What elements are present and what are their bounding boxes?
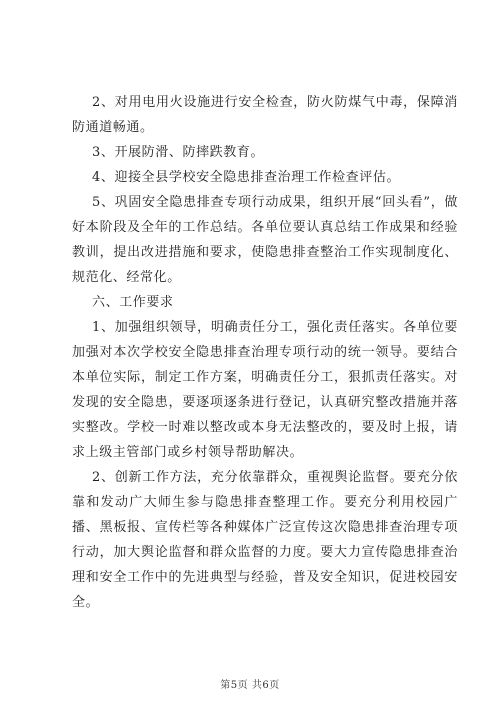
page-number-footer: 第5页 共6页 — [220, 680, 280, 691]
section-heading-work-requirements: 六、工作要求 — [92, 295, 174, 310]
paragraph-item-5: 5、巩固安全隐患排查专项行动成果，组织开展“回头看”，做好本阶段及全年的工作总结。各单位要认真总结工作成果和经验教训，提出改进措施和要求，使隐患排查整治工作实现制度化、规范化、经常化。 — [72, 195, 458, 285]
paragraph-item-4: 4、迎接全县学校安全隐患排查治理工作检查评估。 — [92, 170, 401, 185]
paragraph-requirement-1: 1、加强组织领导，明确责任分工，强化责任落实。各单位要加强对本次学校安全隐患排查治理专项行动的统一领导。要结合本单位实际，制定工作方案，明确责任分工，狠抓责任落实。对发现的安全隐患，要逐项逐条进行登记，认真研究整改措施并落实整改。学校一时难以整改或本身无法整改的，要及时上报，请求上级主管部门或乡村领导帮助解决。 — [72, 320, 458, 460]
document-body — [72, 90, 458, 615]
paragraph-item-2: 2、对用电用火设施进行安全检查，防火防煤气中毒，保障消防通道畅通。 — [72, 95, 458, 135]
paragraph-item-3: 3、开展防滑、防摔跌教育。 — [92, 145, 265, 160]
paragraph-requirement-2: 2、创新工作方法，充分依靠群众，重视舆论监督。要充分依靠和发动广大师生参与隐患排查整理工作。要充分利用校园广播、黑板报、宣传栏等各种媒体广泛宣传这次隐患排查治理专项行动，加大舆论监督和群众监督的力度。要大力宣传隐患排查治理和安全工作中的先进典型与经验，普及安全知识，促进校园安全。 — [72, 470, 458, 610]
